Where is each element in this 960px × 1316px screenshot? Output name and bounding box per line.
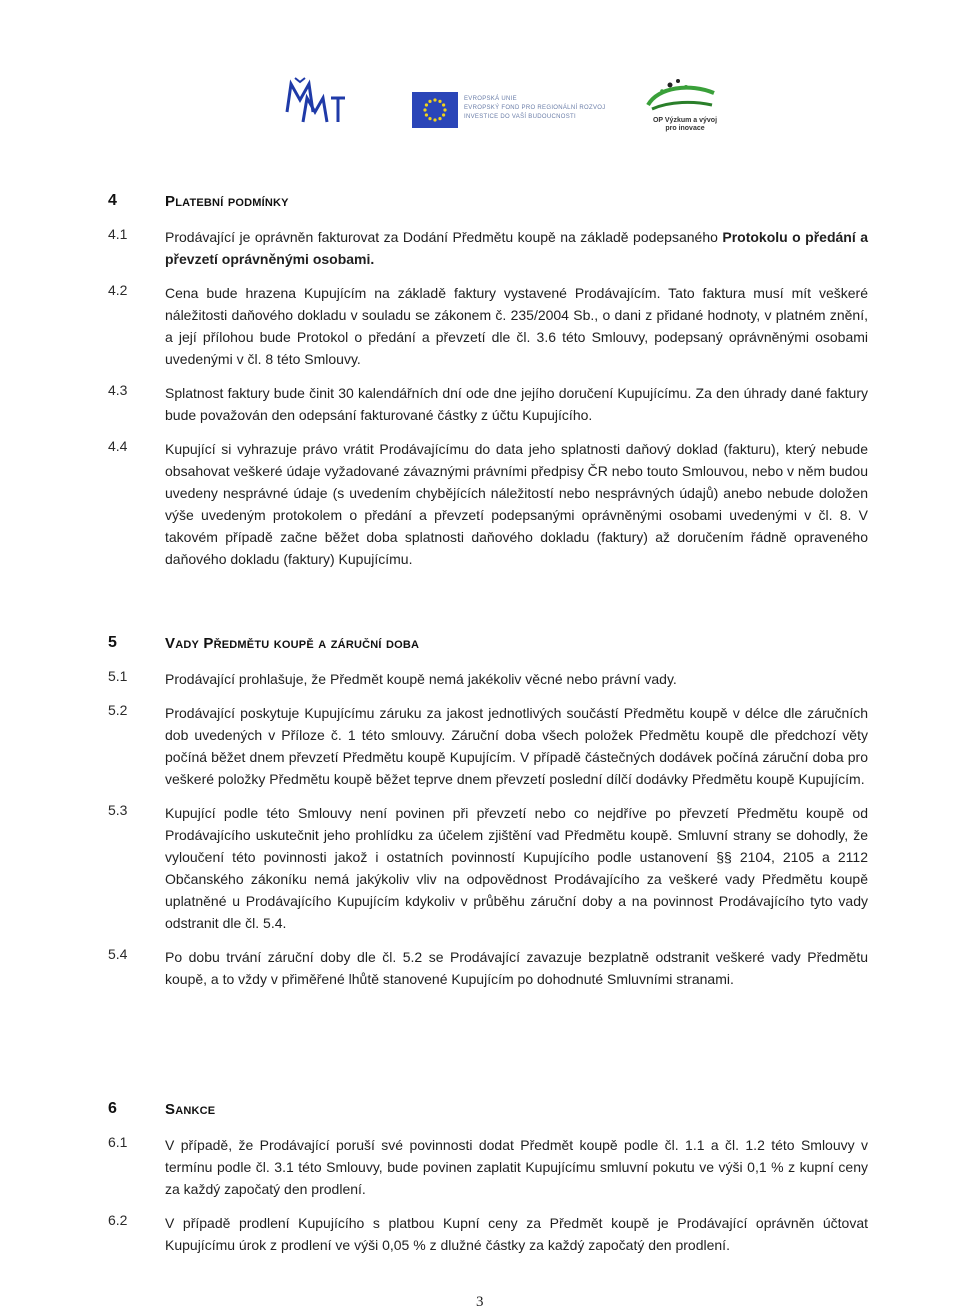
clause-4-3 xyxy=(108,382,868,426)
clause-number: 4.1 xyxy=(108,226,128,242)
section-title: Platební podmínky xyxy=(165,193,289,210)
clause-4-2 xyxy=(108,282,868,370)
clause-number: 4.2 xyxy=(108,282,128,298)
clause-4-1 xyxy=(108,226,868,270)
clause-number: 5.1 xyxy=(108,668,128,684)
clause-text: Kupující podle této Smlouvy není povinen při převzetí nebo co nejdříve po převzetí Předmětu koupě od Prodávajícího uskutečnit jeho prohlídku za účelem zjištění vad Předmětu koupě. Smluvní strany se dohodly, že vyloučení této povinnosti jakož i ostatních povinností Kupujícího podle ustanovení §§ 2104, 2105 a 2112 Občanského zákoníku nemá jakýkoliv vliv na odpovědnost Prodávajícího za veškeré vady Předmětu koupě uplatněné u Prodávajícího Kupujícím kdykoliv v průběhu záruční doby a na povinnost Prodávajícího tyto vady odstranit dle čl. 5.4. xyxy=(165,805,868,931)
clause-text: Prodávající je oprávněn fakturovat za Dodání Předmětu koupě na základě podepsaného Protokolu o předání a převzetí oprávněnými osobami. xyxy=(165,229,868,267)
clause-4-4 xyxy=(108,438,868,570)
section-number: 6 xyxy=(108,1100,117,1117)
msmt-logo xyxy=(255,70,375,130)
clause-5-1 xyxy=(108,668,868,690)
section-heading xyxy=(108,634,868,658)
clause-5-3 xyxy=(108,802,868,934)
section-4 xyxy=(108,192,868,570)
clause-number: 5.3 xyxy=(108,802,128,818)
clause-number: 6.2 xyxy=(108,1212,128,1228)
header-logos xyxy=(0,60,960,140)
msmt-logo-icon xyxy=(255,70,375,130)
clause-number: 5.4 xyxy=(108,946,128,962)
section-5 xyxy=(108,634,868,990)
clause-text: V případě, že Prodávající poruší své povinnosti dodat Předmět koupě podle čl. 1.1 a čl. 1.2 této Smlouvy v termínu podle čl. 3.1 této Smlouvy, bude povinen zaplatit Kupujícímu smluvní pokutu ve výši 0,1 % z kupní ceny za každý započatý den prodlení. xyxy=(165,1137,868,1197)
clause-text: Po dobu trvání záruční doby dle čl. 5.2 se Prodávající zavazuje bezplatně odstranit veškeré vady Předmětu koupě, a to vždy v přiměřené lhůtě stanovené Kupujícím po dohodnuté Smluvními stranami. xyxy=(165,949,868,987)
clause-text: Splatnost faktury bude činit 30 kalendářních dní ode dne jejího doručení Kupujícímu. Za den úhrady dané faktury bude považován den odepsání fakturované částky z účtu Kupujícího. xyxy=(165,385,868,423)
section-heading xyxy=(108,192,868,216)
clause-number: 4.4 xyxy=(108,438,128,454)
clause-5-4 xyxy=(108,946,868,990)
clause-bold-text: Protokolu o předání a převzetí oprávněnými osobami. xyxy=(165,229,868,267)
section-title: Sankce xyxy=(165,1101,216,1118)
op-logo-text: OP Výzkum a vývoj pro inovace xyxy=(652,117,718,132)
section-number: 4 xyxy=(108,192,117,209)
clause-text: Prodávající prohlašuje, že Předmět koupě nemá jakékoliv věcné nebo právní vady. xyxy=(165,671,677,687)
clause-6-1 xyxy=(108,1134,868,1200)
op-swoosh-icon xyxy=(640,75,720,119)
clause-text: Cena bude hrazena Kupujícím na základě faktury vystavené Prodávajícím. Tato faktura musí mít veškeré náležitosti daňového dokladu v souladu se zákonem č. 235/2004 Sb., o dani z přidané hodnoty, v platném znění, a její přílohou bude Protokol o předání a převzetí dle čl. 3.6 této Smlouvy, podepsaný oprávněnými osobami uvedenými v čl. 8 této Smlouvy. xyxy=(165,285,868,367)
section-heading xyxy=(108,1100,868,1124)
eu-flag-icon xyxy=(412,92,458,128)
section-6 xyxy=(108,1100,868,1256)
section-title: Vady Předmětu koupě a záruční doba xyxy=(165,635,420,652)
page-number: 3 xyxy=(476,1294,484,1310)
clause-6-2 xyxy=(108,1212,868,1256)
clause-number: 6.1 xyxy=(108,1134,128,1150)
clause-number: 5.2 xyxy=(108,702,128,718)
section-number: 5 xyxy=(108,634,117,651)
clause-text: V případě prodlení Kupujícího s platbou Kupní ceny za Předmět koupě je Prodávající oprávněn účtovat Kupujícímu úrok z prodlení ve výši 0,05 % z dlužné částky za každý započatý den prodlení. xyxy=(165,1215,868,1253)
op-vvi-logo xyxy=(640,75,720,139)
clause-text: Prodávající poskytuje Kupujícímu záruku za jakost jednotlivých součástí Předmětu koupě v délce dle záručních dob uvedených v Příloze č. 1 této smlouvy. Záruční doba všech položek Předmětu koupě dle předchozí věty počíná běžet dnem převzetí Předmětu koupě Kupujícím. V případě částečných dodávek počíná záruční doba pro veškeré položky Předmětu koupě běžet teprve dnem převzetí poslední dílčí dodávky Předmětu koupě Kupujícím. xyxy=(165,705,868,787)
eu-logo-text: EVROPSKÁ UNIE EVROPSKÝ FOND PRO REGIONÁLNÍ ROZVOJ INVESTICE DO VAŠÍ BUDOUCNOSTI xyxy=(464,96,606,120)
clause-5-2 xyxy=(108,702,868,790)
clause-number: 4.3 xyxy=(108,382,128,398)
eu-logo xyxy=(412,92,606,132)
clause-text: Kupující si vyhrazuje právo vrátit Prodávajícímu do data jeho splatnosti daňový doklad (fakturu), který nebude obsahovat veškeré údaje vyžadované závaznými právními předpisy ČR nebo touto Smlouvou, nebo v něm budou uvedeny nesprávné údaje (s uvedením chybějících náležitostí nebo nesprávných údajů) anebo nebude doložen výše uvedeným protokolem o předání a převzetí podepsanými oprávněnými osobami uvedenými v čl. 8. V takovém případě začne běžet doba splatnosti daňového dokladu (faktury) až doručením řádně opraveného daňového dokladu (faktury) Kupujícímu. xyxy=(165,441,868,567)
